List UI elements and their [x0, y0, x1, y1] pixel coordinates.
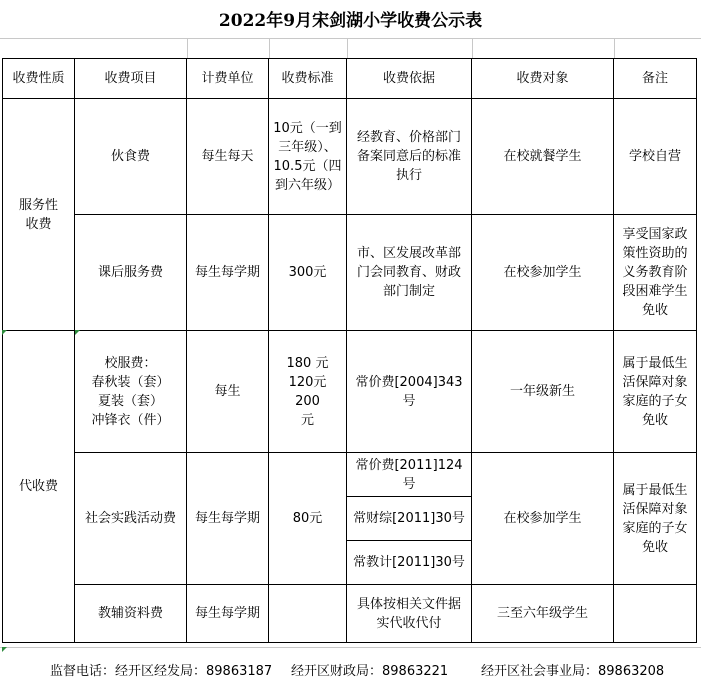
cell-text-line: 三年级）、	[278, 139, 337, 155]
cell-comment-marker	[2, 647, 7, 652]
cell-text-line: 具体按相关文件据	[356, 596, 461, 612]
basis-cell	[347, 585, 472, 643]
cell-text-line: 免收	[641, 539, 668, 555]
cell-text-line: 活保障对象	[622, 501, 688, 517]
header-cell: 收费依据	[347, 59, 472, 99]
unit-cell	[187, 215, 269, 331]
unit-cell	[187, 585, 269, 643]
cell-text-line: 享受国家政	[622, 227, 688, 242]
cell-text-line: 每生	[214, 384, 241, 399]
cell-text-line: 每生每学期	[194, 606, 260, 621]
basis-cell	[347, 331, 472, 453]
item-cell	[75, 453, 187, 585]
cell-text-line: 实代收代付	[376, 615, 442, 631]
cell-text-line: 经教育、价格部门	[356, 130, 461, 145]
standard-cell	[269, 215, 347, 331]
category-cell	[3, 331, 75, 643]
social-affairs-text: 经开区社会事业局：89863208	[481, 664, 665, 679]
cell-text-line: 社会实践活动费	[84, 511, 176, 526]
target-cell	[472, 585, 614, 643]
table-row	[3, 585, 697, 643]
target-cell	[472, 215, 614, 331]
header-row	[3, 59, 697, 99]
cell-text-line: 10元（一到	[273, 120, 342, 136]
cell-text-line: 免收	[641, 412, 668, 428]
standard-cell	[269, 585, 347, 643]
cell-text-line: 策性资助的	[622, 246, 688, 261]
sheet-gridline	[269, 38, 270, 58]
unit-cell	[187, 99, 269, 215]
basis-cell	[347, 215, 472, 331]
item-cell	[75, 585, 187, 643]
hotline-text: 监督电话：经开区经发局：89863187	[50, 664, 273, 679]
cell-text-line: 代收费	[18, 479, 58, 494]
sheet-gridline	[347, 38, 348, 58]
category-cell	[3, 99, 75, 331]
standard-cell	[269, 331, 347, 453]
table-row	[3, 99, 697, 215]
cell-text-line: 春秋装（套）	[91, 374, 170, 390]
cell-text-line: 课后服务费	[97, 265, 163, 280]
cell-text-line: 家庭的子女	[622, 520, 688, 536]
cell-text-line: 属于最低生	[622, 482, 688, 498]
item-cell	[75, 99, 187, 215]
standard-cell	[269, 99, 347, 215]
item-cell	[75, 331, 187, 453]
cell-text-line: 备案同意后的标准	[356, 149, 461, 164]
finance-bureau-text: 经开区财政局：89863221	[291, 664, 449, 679]
sheet-gridline	[187, 38, 188, 58]
cell-text-line: 服务性	[18, 197, 58, 213]
header-cell: 收费性质	[3, 59, 75, 99]
cell-text-line: 门会同教育、财政	[356, 265, 461, 280]
unit-cell	[187, 331, 269, 453]
table-row	[3, 215, 697, 331]
header-cell: 收费项目	[75, 59, 187, 99]
table-row	[3, 453, 697, 497]
page-title: 2022年9月宋剑湖小学收费公示表	[218, 11, 483, 31]
cell-text-line: 段困难学生	[622, 284, 688, 299]
target-cell	[472, 331, 614, 453]
cell-text-line: 免收	[641, 303, 668, 318]
header-cell: 收费对象	[472, 59, 614, 99]
cell-text-line: 每生每学期	[194, 265, 260, 280]
basis-cell: 常教计[2011]30号	[347, 541, 472, 585]
cell-text-line: 执行	[395, 168, 422, 183]
cell-text-line: 市、区发展改革部	[356, 246, 461, 261]
cell-text-line: 每生每学期	[194, 511, 260, 526]
cell-text-line: 活保障对象	[622, 374, 688, 390]
cell-text-line: 180 元	[286, 355, 329, 371]
cell-text-line: 10.5元（四	[273, 158, 342, 174]
note-cell	[614, 331, 697, 453]
cell-text-line: 300元	[288, 265, 327, 280]
cell-text-line: 伙食费	[110, 149, 150, 164]
header-cell: 收费标准	[269, 59, 347, 99]
target-cell	[472, 99, 614, 215]
basis-cell: 常价费[2011]124号	[347, 453, 472, 497]
cell-text-line: 学校自营	[628, 149, 681, 164]
cell-text-line: 80元	[292, 511, 323, 526]
item-cell	[75, 215, 187, 331]
sheet-gridline	[472, 38, 473, 58]
cell-text-line: 夏装（套）	[97, 393, 163, 409]
cell-text-line: 在校参加学生	[503, 265, 582, 280]
sheet-gridline	[614, 38, 615, 58]
cell-text-line: 属于最低生	[622, 355, 688, 371]
header-cell: 计费单位	[187, 59, 269, 99]
sheet-gridline	[0, 647, 701, 648]
cell-text-line: 收费	[25, 216, 52, 232]
fee-table	[2, 58, 697, 643]
note-cell	[614, 215, 697, 331]
cell-text-line: 元	[300, 412, 314, 428]
cell-text-line: 120元 200	[288, 374, 344, 409]
header-cell: 备注	[614, 59, 697, 99]
cell-text-line: 家庭的子女	[622, 393, 688, 409]
unit-cell	[187, 453, 269, 585]
cell-text-line: 教辅资料费	[97, 606, 163, 621]
cell-text-line: 校服费：	[104, 355, 157, 371]
sheet-gridline	[0, 38, 701, 39]
cell-text-line: 在校就餐学生	[503, 149, 582, 164]
cell-text-line: 部门制定	[382, 284, 435, 299]
target-cell	[472, 453, 614, 585]
cell-comment-marker	[2, 330, 7, 335]
cell-text-line: 义务教育阶	[622, 265, 688, 280]
cell-text-line: 一年级新生	[509, 384, 575, 399]
standard-cell	[269, 453, 347, 585]
cell-comment-marker	[75, 330, 80, 335]
table-row	[3, 331, 697, 453]
cell-text-line: 三至六年级学生	[496, 606, 588, 621]
note-cell	[614, 99, 697, 215]
cell-text-line: 到六年级）	[274, 177, 340, 193]
cell-text-line: 在校参加学生	[503, 511, 582, 526]
note-cell	[614, 585, 697, 643]
cell-text-line: 冲锋衣（件）	[91, 412, 170, 428]
note-cell	[614, 453, 697, 585]
basis-cell: 常财综[2011]30号	[347, 497, 472, 541]
basis-cell	[347, 99, 472, 215]
cell-text-line: 常价费[2004]343号	[355, 374, 463, 409]
cell-text-line: 每生每天	[201, 149, 254, 164]
